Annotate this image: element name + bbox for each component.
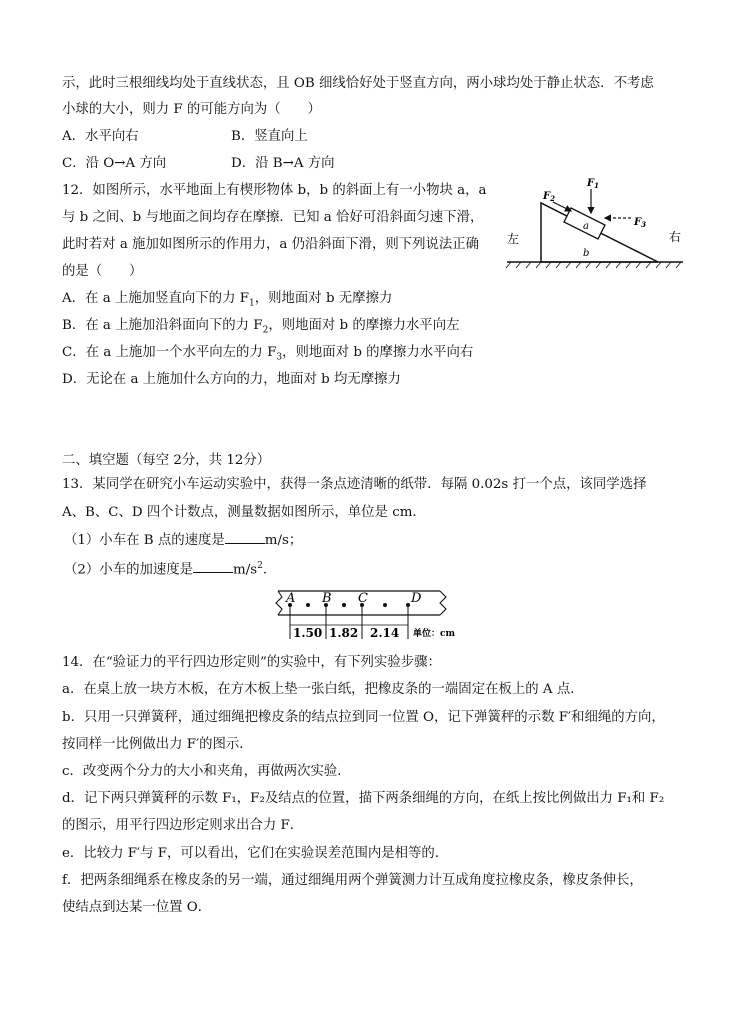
distance-bc: 1.82 — [329, 626, 359, 640]
q14-step-f1: f．把两条细绳系在橡皮条的另一端，通过细绳用两个弹簧测力计互成角度拉橡皮条，橡皮条伸长， — [62, 873, 643, 888]
paper-tape-figure — [272, 585, 472, 647]
label-left: 左 — [507, 232, 520, 246]
q14-step-f2: 使结点到达某一位置 O． — [62, 900, 212, 915]
wedge-figure — [503, 175, 688, 273]
point-c-label: C — [358, 591, 368, 606]
point-a-label: A — [286, 591, 296, 606]
q11-option-c: C．沿 O→A 方向 — [62, 156, 167, 171]
q12-option-c: C．在 a 上施加一个水平向左的力 $F_3$，则地面对 b 的摩擦力水平向右 — [62, 345, 474, 363]
q11-line2: 小球的大小，则力 F 的可能方向为（ ） — [62, 102, 321, 117]
tape-left-torn-edge — [276, 591, 282, 615]
q12-option-b: B．在 a 上施加沿斜面向下的力 $F_2$，则地面对 b 的摩擦力水平向左 — [62, 318, 460, 336]
label-b: b — [583, 248, 590, 259]
q14-step-d1: d．记下两只弹簧秤的示数 F₁，F₂及结点的位置，描下两条细绳的方向，在纸上按比例做出力 F₁和 F₂ — [62, 791, 665, 806]
q12-line4: 的是（ ） — [62, 264, 143, 279]
distance-cd: 2.14 — [370, 626, 400, 640]
q14-step-d2: 的图示，用平行四边形定则求出合力 F． — [62, 818, 304, 833]
tape-dots — [288, 603, 410, 607]
answer-blank-1 — [225, 531, 265, 544]
section-heading: 二、填空题（每空 2分，共 12分） — [62, 453, 271, 468]
q14-step-b1: b．只用一只弹簧秤，通过细绳把橡皮条的结点拉到同一位置 O，记下弹簧秤的示数 F′和细绳的方向， — [62, 710, 665, 725]
label-a: a — [583, 221, 589, 232]
q12-line3: 此时若对 a 施加如图所示的作用力，a 仍沿斜面下滑，则下列说法正确 — [62, 237, 480, 252]
q11-line1: 示，此时三根细线均处于直线状态，且 OB 细线恰好处于竖直方向，两小球均处于静止状态．不考虑 — [62, 76, 654, 91]
q14-line1: 14．在“验证力的平行四边形定则”的实验中，有下列实验步骤： — [62, 655, 441, 670]
label-f3: $F_3$ — [634, 217, 646, 229]
q13-line1: 13．某同学在研究小车运动实验中，获得一条点迹清晰的纸带．每隔 0.02s 打一个点，该同学选择 — [62, 477, 647, 492]
ground-hatch — [506, 262, 681, 268]
label-right: 右 — [669, 230, 682, 244]
q13-line2: A、B、C、D 四个计数点，测量数据如图所示，单位是 cm． — [62, 505, 426, 520]
q13-part1: （1）小车在 B 点的速度是 m/s； — [64, 533, 303, 548]
q12-option-d: D．无论在 a 上施加什么方向的力，地面对 b 均无摩擦力 — [62, 372, 401, 387]
q12-line2: 与 b 之间、b 与地面之间均存在摩擦．已知 a 恰好可沿斜面匀速下滑， — [62, 210, 484, 225]
q13-part2: （2）小车的加速度是 $m/s^2$． — [64, 561, 277, 578]
label-f1: $F_1$ — [587, 178, 599, 190]
q11-option-d: D．沿 B→A 方向 — [231, 156, 335, 171]
q14-step-c: c．改变两个分力的大小和夹角，再做两次实验． — [62, 764, 351, 779]
point-d-label: D — [411, 591, 422, 606]
answer-blank-2 — [193, 560, 233, 573]
q12-line1: 12．如图所示，水平地面上有楔形物体 b，b 的斜面上有一小物块 a，a — [62, 183, 487, 198]
q14-step-b2: 按同样一比例做出力 F′的图示． — [62, 737, 253, 752]
q11-option-a: A．水平向右 — [62, 129, 139, 144]
q14-step-a: a．在桌上放一块方木板，在方木板上垫一张白纸，把橡皮条的一端固定在板上的 A 点． — [62, 682, 584, 697]
q12-option-a: A．在 a 上施加竖直向下的力 $F_1$，则地面对 b 无摩擦力 — [62, 291, 393, 309]
unit-label: 单位：cm — [413, 629, 456, 639]
tape-right-torn-edge — [440, 591, 446, 615]
label-f2: $F_2$ — [543, 191, 555, 203]
q14-step-e: e．比较力 F′与 F，可以看出，它们在实验误差范围内是相等的． — [62, 846, 449, 861]
point-b-label: B — [322, 591, 332, 606]
distance-ab: 1.50 — [293, 626, 323, 640]
q11-option-b: B．竖直向上 — [231, 129, 308, 144]
